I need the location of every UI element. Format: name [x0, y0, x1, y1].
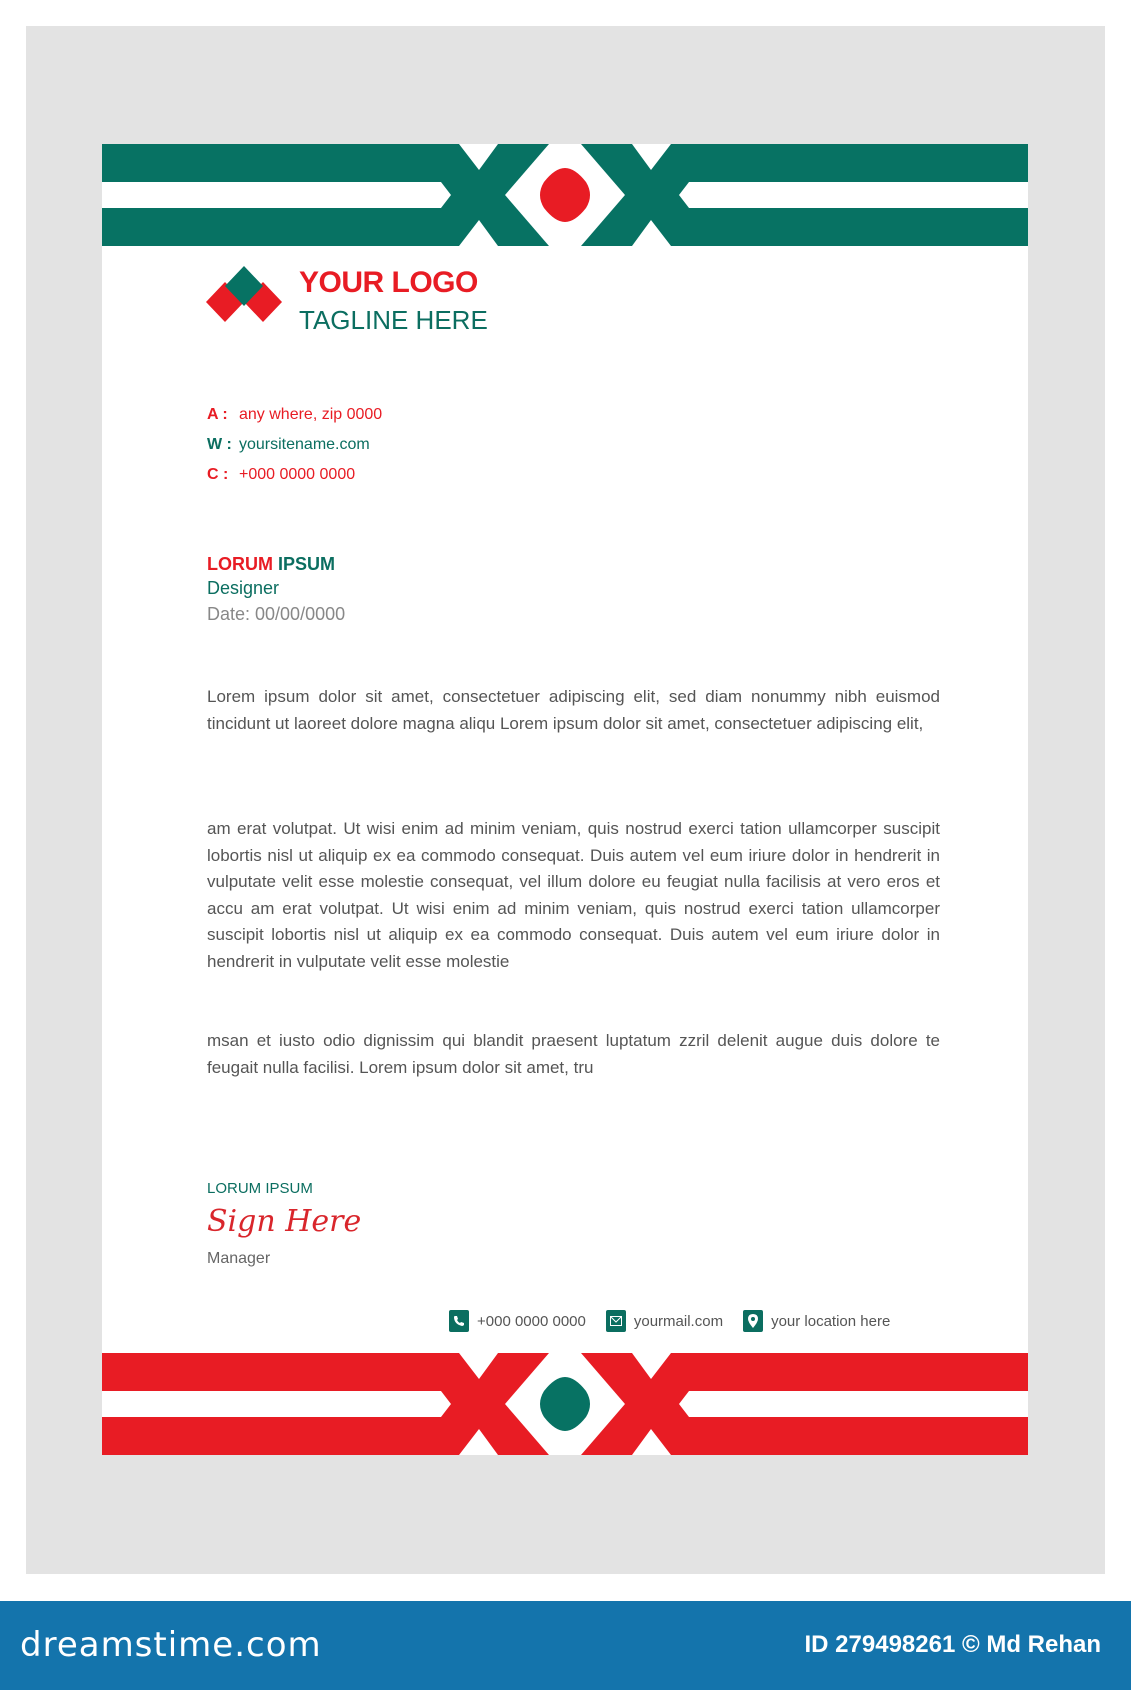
phone-value: +000 0000 0000	[239, 466, 356, 483]
body-paragraph-2: am erat volutpat. Ut wisi enim ad minim veniam, quis nostrud exerci tation ullamcorper suscipit lobortis nisl ut aliquip ex ea commodo consequat. Duis autem vel eum iriure dolor in hendrerit in vulputate velit esse molestie consequat, vel illum dolore eu feugiat nulla facilisis at vero eros et accu am erat volutpat. Ut wisi enim ad minim veniam, quis nostrud exerci tation ullamcorper suscipit lobortis nisl ut aliquip ex ea commodo consequat. Duis autem vel eum iriure dolor in hendrerit in vulputate velit esse molestie	[207, 819, 940, 971]
stock-credit: ID 279498261 © Md Rehan	[804, 1631, 1101, 1658]
address-line	[207, 406, 382, 424]
recipient-name	[207, 554, 335, 575]
recipient-second: IPSUM	[278, 554, 336, 574]
body-paragraph-3: msan et iusto odio dignissim qui blandit praesent luptatum zzril delenit augue duis dolore te feugait nulla facilisi. Lorem ipsum dolor sit amet, tru	[207, 1031, 940, 1077]
footer-band	[102, 1353, 1028, 1455]
website-label: W :	[207, 436, 232, 453]
signature: Sign Here	[207, 1204, 362, 1239]
website-line	[207, 436, 370, 454]
phone-icon	[449, 1310, 469, 1332]
recipient-first: LORUM	[207, 554, 273, 574]
logo-icon	[205, 266, 283, 338]
letterhead-page	[102, 144, 1028, 1455]
date-text: Date: 00/00/0000	[207, 604, 346, 624]
stock-credit-bar	[0, 1601, 1131, 1690]
footer-phone-text: +000 0000 0000	[477, 1312, 586, 1330]
body-paragraph-1: Lorem ipsum dolor sit amet, consectetuer adipiscing elit, sed diam nonummy nibh euismod tincidunt ut laoreet dolore magna aliqu Lorem ipsum dolor sit amet, consectetuer adipiscing elit,	[207, 687, 940, 733]
address-label: A :	[207, 406, 228, 423]
signature-role: Manager	[207, 1250, 271, 1267]
phone-label: C :	[207, 466, 229, 483]
signature-name: LORUM IPSUM	[207, 1180, 313, 1197]
location-icon	[743, 1310, 763, 1332]
footer-location-text: your location here	[771, 1312, 891, 1330]
header-band	[102, 144, 1028, 246]
recipient-role: Designer	[207, 578, 280, 598]
footer-contacts	[449, 1310, 890, 1332]
footer-location	[743, 1310, 890, 1332]
footer-email-text: yourmail.com	[633, 1312, 724, 1330]
footer-phone	[449, 1310, 586, 1332]
mail-icon	[606, 1310, 626, 1332]
website-value: yoursitename.com	[239, 436, 370, 453]
logo-tagline: TAGLINE HERE	[299, 305, 488, 335]
logo-title: YOUR LOGO	[299, 266, 478, 299]
phone-line	[207, 466, 355, 484]
stock-brand-logo: dreamstime.com	[20, 1625, 322, 1665]
footer-email	[606, 1310, 723, 1332]
address-value: any where, zip 0000	[239, 406, 383, 423]
